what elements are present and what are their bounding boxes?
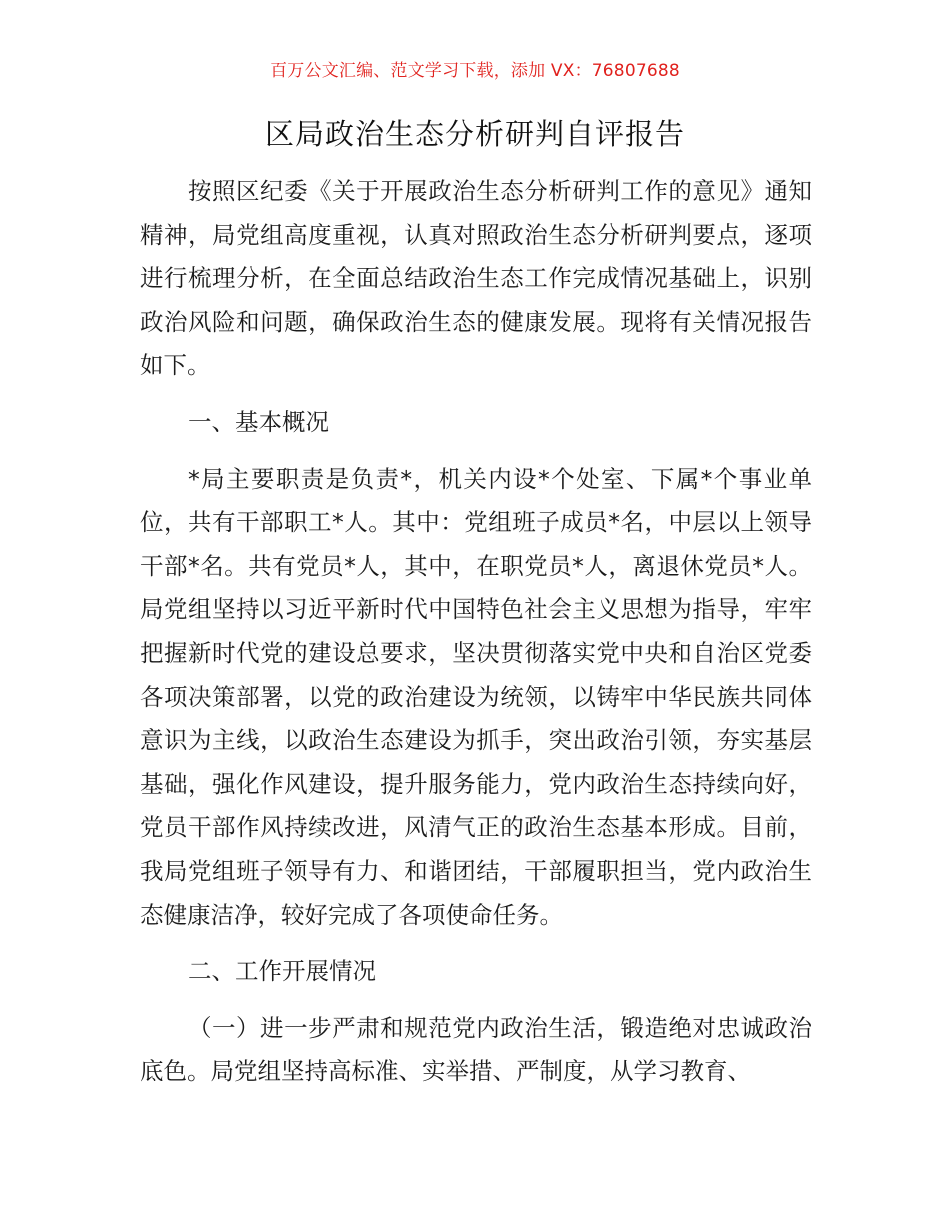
document-title: 区局政治生态分析研判自评报告 (264, 117, 685, 151)
header-watermark-note: 百万公文汇编、范文学习下载，添加 VX：76807688 (270, 61, 680, 81)
section-heading-work-progress: 二、工作开展情况 (188, 957, 376, 986)
section-heading-basic-overview: 一、基本概况 (188, 407, 329, 436)
section-basic-overview-body: *局主要职责是负责*，机关内设*个处室、下属*个事业单位，共有干部职工*人。其中：党组班子成员*名，中层以上领导干部*名。共有党员*人，其中，在职党员*人，离退休党员*人。局党组坚持以习近平新时代中国特色社会主义思想为指导，牢牢把握新时代党的建设总要求，坚决贯彻落实党中央和自治区党委各项决策部署，以党的政治建设为统领，以铸牢中华民族共同体意识为主线，以政治生态建设为抓手，突出政治引领，夯实基层基础，强化作风建设，提升服务能力，党内政治生态持续向好，党员干部作风持续改进，风清气正的政治生态基本形成。目前，我局党组班子领导有力、和谐团结，干部履职担当，党内政治生态健康洁净，较好完成了各项使命任务。 (140, 464, 812, 929)
section-work-progress-body: （一）进一步严肃和规范党内政治生活，锻造绝对忠诚政治底色。局党组坚持高标准、实举措、严制度，从学习教育、 (140, 1013, 812, 1086)
intro-paragraph: 按照区纪委《关于开展政治生态分析研判工作的意见》通知精神，局党组高度重视，认真对照政治生态分析研判要点，逐项进行梳理分析，在全面总结政治生态工作完成情况基础上，识别政治风险和问题，确保政治生态的健康发展。现将有关情况报告如下。 (140, 177, 812, 380)
document-body (140, 170, 812, 1094)
